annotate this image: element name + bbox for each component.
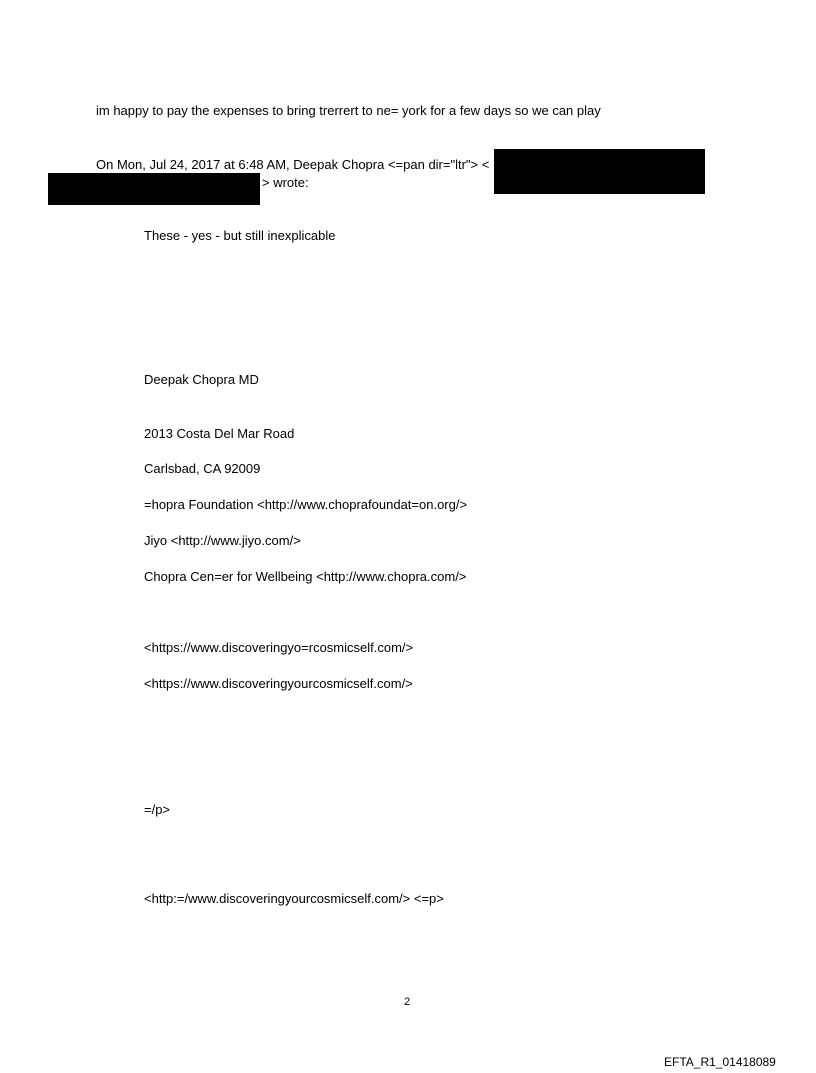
signature-discovering-link: <https://www.discoveringyourcosmicself.com/>	[144, 676, 413, 691]
signature-address-city: Carlsbad, CA 92009	[144, 461, 261, 476]
bates-number: EFTA_R1_01418089	[664, 1055, 776, 1069]
email-reply-line: im happy to pay the expenses to bring trerrert to ne= york for a few days so we can play	[96, 103, 601, 118]
quoted-body-text: These - yes - but still inexplicable	[144, 228, 336, 243]
signature-discovering-link-garbled: <https://www.discoveringyo=rcosmicself.com/>	[144, 640, 414, 655]
signature-name: Deepak Chopra MD	[144, 372, 259, 387]
redaction-box-sender-email-continued	[48, 173, 260, 205]
html-artifact-text: =/p>	[144, 802, 171, 817]
page-number: 2	[404, 996, 411, 1008]
signature-address-street: 2013 Costa Del Mar Road	[144, 426, 295, 441]
signature-discovering-link-http: <http:=/www.discoveringyourcosmicself.com/> <=p>	[144, 891, 444, 906]
signature-center-link: Chopra Cen=er for Wellbeing <http://www.chopra.com/>	[144, 569, 467, 584]
signature-foundation-link: =hopra Foundation <http://www.choprafoundat=on.org/>	[144, 497, 468, 512]
redaction-box-sender-email	[494, 149, 705, 194]
email-attribution-wrote: > wrote:	[262, 175, 309, 190]
email-attribution-line: On Mon, Jul 24, 2017 at 6:48 AM, Deepak Chopra <=pan dir="ltr"> <	[96, 157, 490, 172]
signature-jiyo-link: Jiyo <http://www.jiyo.com/>	[144, 533, 301, 548]
